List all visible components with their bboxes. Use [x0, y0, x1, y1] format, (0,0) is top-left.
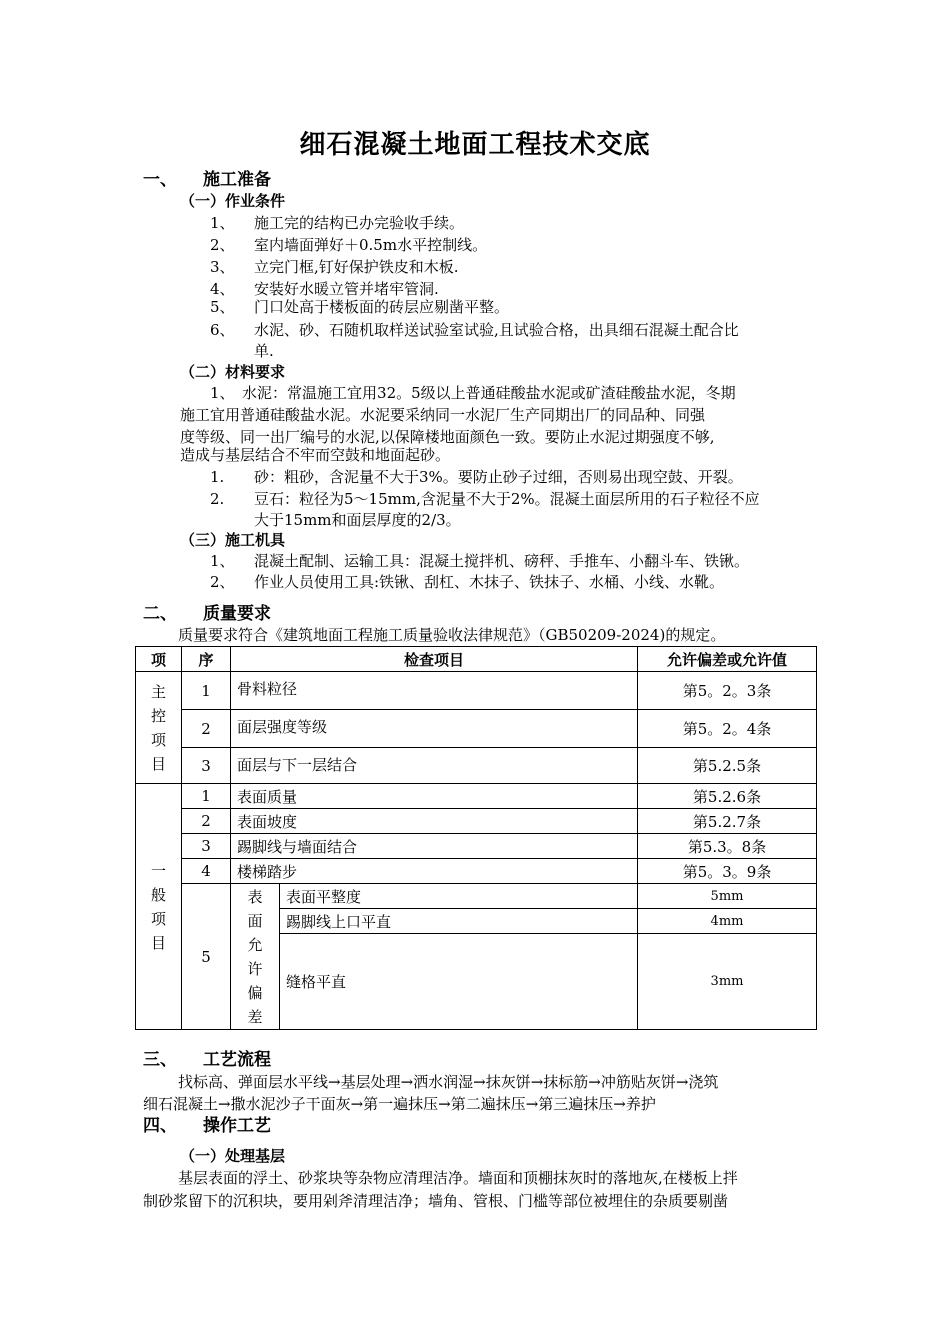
- value-cell: 第5。2。3条: [638, 672, 817, 710]
- section-1-number: 一、: [143, 170, 177, 190]
- paragraph-line: 基层表面的浮土、砂浆块等杂物应清理洁净。墙面和顶棚抹灰时的落地灰,在楼板上拌: [178, 1169, 738, 1187]
- list-item-continuation: 大于15mm和面层厚度的2/3。: [254, 511, 461, 529]
- section-1-title: 施工准备: [203, 170, 271, 190]
- section-3-number: 三、: [143, 1050, 177, 1070]
- value-cell: 第5.2.5条: [638, 748, 817, 784]
- subsection-1-2-title: （二）材料要求: [180, 363, 286, 381]
- group-label-main: 主 控 项 目: [136, 672, 182, 784]
- value-cell: 3mm: [638, 934, 817, 1030]
- item-cell: 缝格平直: [280, 934, 638, 1030]
- list-item: 3、 立完门框,钉好保护铁皮和木板.: [210, 258, 459, 276]
- document-title: 细石混凝土地面工程技术交底: [299, 130, 651, 160]
- seq-cell: 3: [182, 748, 231, 784]
- table-header: 检查项目: [231, 647, 638, 672]
- list-item: 2、 室内墙面弹好＋0.5m水平控制线。: [210, 236, 488, 254]
- section-2-title: 质量要求: [203, 604, 271, 624]
- item-cell: 楼梯踏步: [231, 859, 638, 884]
- seq-cell: 4: [182, 859, 231, 884]
- tolerance-label: 表 面 允 许 偏 差: [231, 884, 280, 1030]
- value-cell: 第5.2.6条: [638, 784, 817, 809]
- table-header: 允许偏差或允许值: [638, 647, 817, 672]
- section-4-heading: [143, 1115, 271, 1137]
- seq-cell: 1: [182, 672, 231, 710]
- list-item: 1、 施工完的结构已办完验收手续。: [210, 214, 465, 232]
- seq-cell: 2: [182, 710, 231, 748]
- paragraph-line: 造成与基层结合不牢而空鼓和地面起砂。: [180, 446, 451, 464]
- table-row: [136, 884, 817, 909]
- paragraph-line: 度等级、同一出厂编号的水泥,以保障楼地面颜色一致。要防止水泥过期强度不够,: [180, 428, 715, 446]
- value-cell: 4mm: [638, 909, 817, 934]
- process-flow-line: 细石混凝土→撒水泥沙子干面灰→第一遍抹压→第二遍抹压→第三遍抹压→养护: [143, 1095, 656, 1113]
- section-3-heading: [143, 1049, 271, 1071]
- quality-table: [135, 646, 817, 1030]
- item-cell: 踢脚线上口平直: [280, 909, 638, 934]
- list-item: 4、 安装好水暖立管并堵牢管洞.: [210, 280, 439, 298]
- item-cell: 踢脚线与墙面结合: [231, 834, 638, 859]
- table-row: [136, 834, 817, 859]
- value-cell: 5mm: [638, 884, 817, 909]
- section-3-title: 工艺流程: [203, 1050, 271, 1070]
- value-cell: 第5.3。8条: [638, 834, 817, 859]
- section-2-heading: [143, 603, 271, 625]
- list-item: 1. 砂：粗砂，含泥量不大于3%。要防止砂子过细，否则易出现空鼓、开裂。: [210, 468, 743, 486]
- list-item-continuation: 单.: [254, 342, 274, 360]
- paragraph-line: 施工宜用普通硅酸盐水泥。水泥要采纳同一水泥厂生产同期出厂的同品种、同强: [180, 406, 706, 424]
- subsection-1-3-title: （三）施工机具: [180, 531, 286, 549]
- seq-cell: 2: [182, 809, 231, 834]
- item-cell: 表面质量: [231, 784, 638, 809]
- value-cell: 第5。3。9条: [638, 859, 817, 884]
- section-2-number: 二、: [143, 604, 177, 624]
- table-row: [136, 710, 817, 748]
- list-item: 2、 作业人员使用工具:铁锹、刮杠、木抹子、铁抹子、水桶、小线、水靴。: [210, 573, 725, 591]
- seq-cell: 3: [182, 834, 231, 859]
- list-item: 1、 混凝土配制、运输工具：混凝土搅拌机、磅秤、手推车、小翻斗车、铁锹。: [210, 552, 750, 570]
- table-row: [136, 809, 817, 834]
- paragraph-line: 制砂浆留下的沉积块，要用剁斧清理洁净；墙角、管根、门槛等部位被埋住的杂质要剔凿: [143, 1192, 729, 1210]
- paragraph-line: 1、 水泥：常温施工宜用32。5级以上普通硅酸盐水泥或矿渣硅酸盐水泥，冬期: [210, 384, 736, 402]
- seq-cell: 1: [182, 784, 231, 809]
- item-cell: 表面坡度: [231, 809, 638, 834]
- section-1-heading: [143, 169, 271, 191]
- subsection-1-1-title: （一）作业条件: [180, 192, 286, 210]
- process-flow-line: 找标高、弹面层水平线→基层处理→洒水润湿→抹灰饼→抹标筋→冲筋贴灰饼→浇筑: [178, 1073, 719, 1091]
- item-cell: 表面平整度: [280, 884, 638, 909]
- table-header: 序: [182, 647, 231, 672]
- value-cell: 第5.2.7条: [638, 809, 817, 834]
- list-item: 5、 门口处高于楼板面的砖层应剔凿平整。: [210, 298, 510, 316]
- value-cell: 第5。2。4条: [638, 710, 817, 748]
- item-cell: 骨料粒径: [231, 672, 638, 710]
- list-item: 2. 豆石：粒径为5～15mm,含泥量不大于2%。混凝土面层所用的石子粒径不应: [210, 490, 760, 508]
- section-4-title: 操作工艺: [203, 1116, 271, 1136]
- table-row: [136, 784, 817, 809]
- item-cell: 面层与下一层结合: [231, 748, 638, 784]
- item-cell: 面层强度等级: [231, 710, 638, 748]
- table-header: 项: [136, 647, 182, 672]
- seq-cell: 5: [182, 884, 231, 1030]
- quality-intro: 质量要求符合《建筑地面工程施工质量验收法律规范》（GB50209-2024)的规定。: [178, 626, 726, 644]
- group-label-general: 一 般 项 目: [136, 784, 182, 1030]
- list-item: 6、 水泥、砂、石随机取样送试验室试验,且试验合格，出具细石混凝土配合比: [210, 321, 739, 339]
- table-row: [136, 672, 817, 710]
- table-row: [136, 748, 817, 784]
- section-4-number: 四、: [143, 1116, 177, 1136]
- subsection-4-1-title: （一）处理基层: [180, 1147, 286, 1165]
- table-row: [136, 859, 817, 884]
